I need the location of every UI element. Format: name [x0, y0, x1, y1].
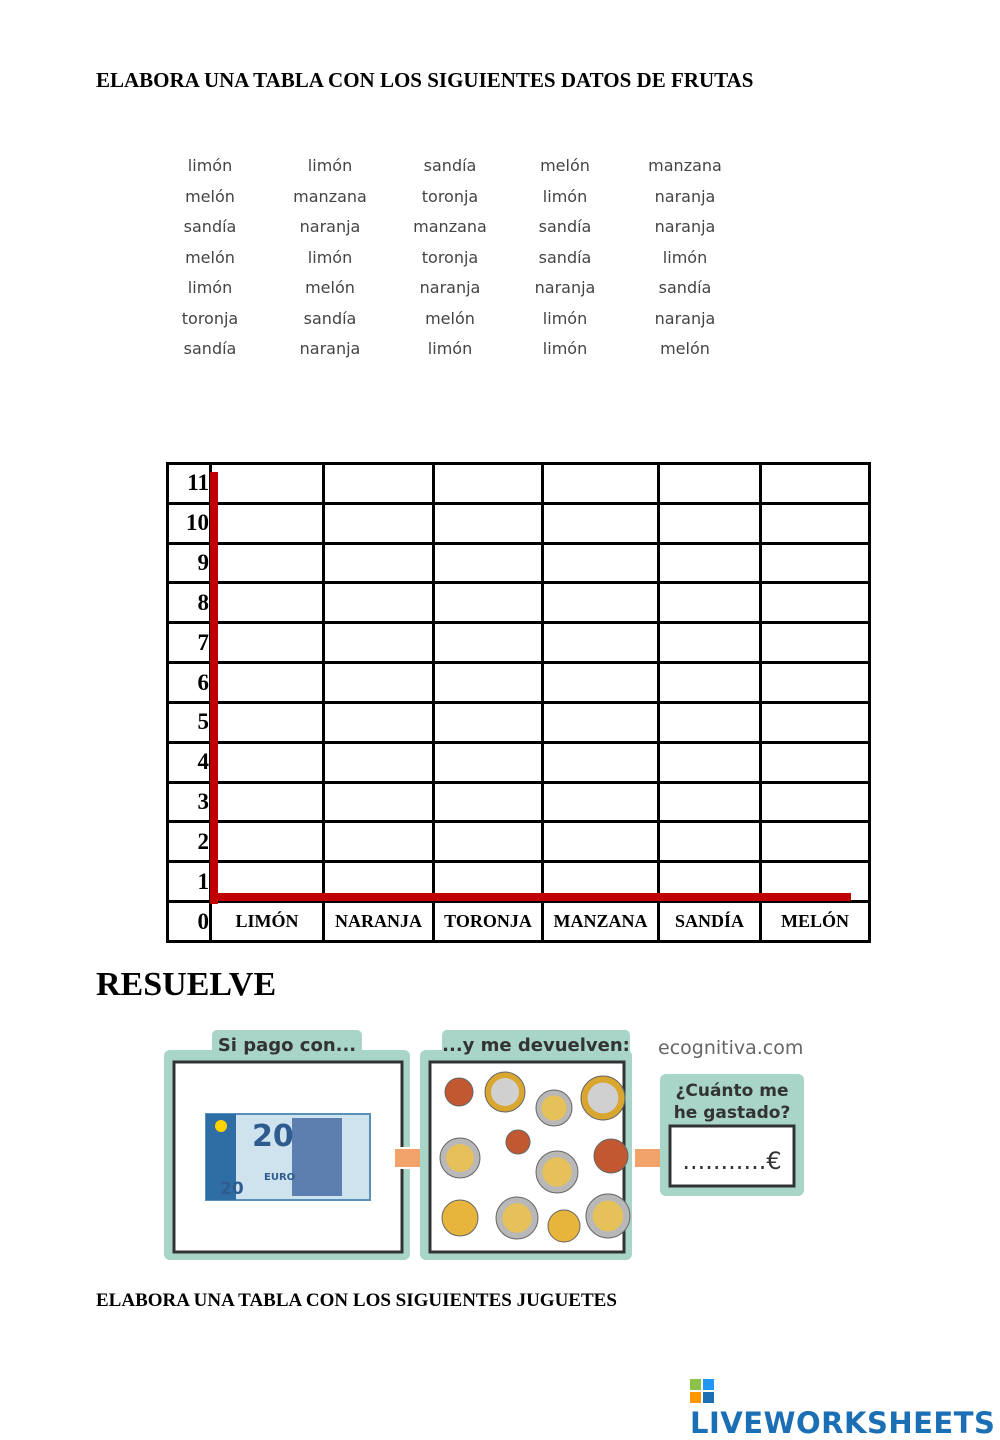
grid-cell[interactable] [543, 623, 659, 663]
grid-cell[interactable] [543, 742, 659, 782]
grid-cell[interactable] [761, 464, 870, 504]
x-axis-label: SANDÍA [659, 902, 761, 942]
fruit-word: naranja [299, 217, 361, 236]
fruit-word: toronja [421, 247, 479, 267]
grid-cell[interactable] [659, 822, 761, 862]
grid-cell[interactable] [434, 583, 543, 623]
change-label: ...y me devuelven: [442, 1035, 630, 1056]
coin-icon [586, 1194, 630, 1238]
grid-row [168, 464, 870, 504]
heading-fruits: ELABORA UNA TABLA CON LOS SIGUIENTES DATOS DE FRUTAS [96, 68, 754, 92]
grid-cell[interactable] [761, 702, 870, 742]
grid-cell[interactable] [543, 464, 659, 504]
grid-cell[interactable] [434, 543, 543, 583]
grid-cell[interactable] [324, 543, 434, 583]
fruit-word: melón [305, 278, 355, 297]
y-axis-label: 11 [168, 464, 211, 504]
grid-cell[interactable] [434, 742, 543, 782]
grid-cell[interactable] [211, 822, 324, 862]
fruit-word: limón [307, 156, 353, 175]
grid-cell[interactable] [659, 702, 761, 742]
fruit-word: sandía [538, 217, 592, 236]
grid-cell[interactable] [659, 543, 761, 583]
grid-cell[interactable] [211, 702, 324, 742]
fruit-word: manzana [293, 186, 367, 206]
graph-table [166, 462, 871, 943]
grid-row [168, 663, 870, 703]
grid-cell[interactable] [211, 742, 324, 782]
grid-cell[interactable] [543, 782, 659, 822]
x-axis-label: LIMÓN [211, 902, 324, 942]
fruit-word: naranja [299, 339, 361, 358]
grid-cell[interactable] [211, 503, 324, 543]
svg-text:20: 20 [220, 1179, 244, 1199]
fruit-word: melón [185, 247, 235, 267]
coin-icon [440, 1138, 480, 1178]
fruit-word: limón [662, 247, 708, 267]
y-axis-line [210, 472, 218, 904]
fruit-word: sandía [658, 278, 712, 297]
grid-cell[interactable] [211, 583, 324, 623]
svg-text:EURO: EURO [264, 1172, 296, 1183]
logo-icon [690, 1379, 714, 1403]
coin-icon [581, 1076, 625, 1120]
grid-cell[interactable] [543, 503, 659, 543]
fruit-word: manzana [413, 217, 487, 236]
coin-icon [496, 1197, 538, 1239]
fruit-word: toronja [181, 308, 239, 328]
grid-cell[interactable] [324, 702, 434, 742]
x-axis-line [210, 893, 851, 901]
fruit-word: sandía [183, 217, 237, 236]
grid-cell[interactable] [761, 782, 870, 822]
y-axis-label: 4 [168, 742, 211, 782]
fruit-word: naranja [654, 308, 716, 328]
banknote-20-euro [206, 1114, 370, 1200]
fruit-word: limón [307, 247, 353, 267]
y-axis-label: 1 [168, 862, 211, 902]
y-axis-label: 10 [168, 503, 211, 543]
grid-cell[interactable] [543, 543, 659, 583]
pay-label: Si pago con... [217, 1035, 357, 1056]
grid-cell[interactable] [659, 782, 761, 822]
coin-icon [594, 1139, 628, 1173]
fruit-word: sandía [423, 156, 477, 175]
question-line1: ¿Cuánto me [675, 1081, 789, 1101]
grid-cell[interactable] [211, 464, 324, 504]
y-axis-label: 2 [168, 822, 211, 862]
fruit-word: naranja [654, 217, 716, 236]
grid-row [168, 583, 870, 623]
y-axis-label: 5 [168, 702, 211, 742]
logo-text: LIVEWORKSHEETS [690, 1406, 996, 1440]
y-axis-label: 7 [168, 623, 211, 663]
grid-cell[interactable] [434, 702, 543, 742]
fruit-word: sandía [538, 247, 592, 267]
grid-cell[interactable] [659, 663, 761, 703]
grid-cell[interactable] [324, 503, 434, 543]
grid-cell[interactable] [543, 822, 659, 862]
fruit-word: melón [660, 339, 710, 358]
grid-row [168, 782, 870, 822]
fruit-word: sandía [183, 339, 237, 358]
y-axis-label: 3 [168, 782, 211, 822]
heading-toys: ELABORA UNA TABLA CON LOS SIGUIENTES JUGUETES [96, 1290, 617, 1311]
source-text: ecognitiva.com [658, 1037, 804, 1059]
grid-cell[interactable] [324, 583, 434, 623]
grid-cell[interactable] [434, 623, 543, 663]
svg-text:20: 20 [252, 1119, 294, 1154]
grid-cell[interactable] [434, 503, 543, 543]
fruit-word: naranja [419, 278, 481, 297]
fruit-word: limón [427, 339, 473, 358]
grid-cell[interactable] [659, 464, 761, 504]
resuelve-heading: RESUELVE [96, 966, 277, 1003]
grid-cell[interactable] [434, 663, 543, 703]
fruit-word: naranja [654, 186, 716, 206]
question-line2: he gastado? [673, 1103, 791, 1123]
grid-row [168, 822, 870, 862]
grid-row [168, 702, 870, 742]
y-axis-label: 6 [168, 663, 211, 703]
grid-cell[interactable] [211, 782, 324, 822]
answer-blank: ...........€ [682, 1147, 782, 1175]
grid-cell[interactable] [659, 742, 761, 782]
coin-icon [442, 1200, 478, 1236]
coin-icon [548, 1210, 580, 1242]
fruit-word: limón [542, 186, 588, 206]
coin-icon [485, 1072, 525, 1112]
fruit-word: toronja [421, 186, 479, 206]
grid-cell[interactable] [761, 742, 870, 782]
fruit-word: melón [425, 308, 475, 328]
grid-row [168, 543, 870, 583]
x-axis-label: NARANJA [324, 902, 434, 942]
grid-cell[interactable] [761, 543, 870, 583]
money-problem-illustration [162, 1030, 812, 1262]
x-axis-label: MANZANA [543, 902, 659, 942]
fruit-word: limón [187, 156, 233, 175]
fruit-word: melón [185, 186, 235, 206]
graph-grid [166, 462, 859, 943]
grid-cell[interactable] [211, 623, 324, 663]
coin-icon [445, 1078, 473, 1106]
grid-row [168, 623, 870, 663]
grid-cell[interactable] [324, 782, 434, 822]
grid-cell[interactable] [211, 543, 324, 583]
grid-cell[interactable] [761, 583, 870, 623]
grid-cell[interactable] [659, 503, 761, 543]
grid-cell[interactable] [324, 742, 434, 782]
fruit-word: limón [542, 308, 588, 328]
y-axis-label: 0 [168, 902, 211, 942]
liveworksheets-logo [690, 1372, 1000, 1440]
fruit-word: naranja [534, 278, 596, 297]
fruit-word: limón [187, 278, 233, 297]
grid-row [168, 902, 870, 942]
grid-cell[interactable] [761, 663, 870, 703]
grid-cell[interactable] [434, 822, 543, 862]
coin-icon [506, 1130, 530, 1154]
grid-cell[interactable] [761, 623, 870, 663]
fruit-word: manzana [648, 156, 722, 175]
fruit-list [150, 150, 750, 370]
y-axis-label: 8 [168, 583, 211, 623]
grid-row [168, 503, 870, 543]
grid-cell[interactable] [543, 663, 659, 703]
grid-cell[interactable] [324, 663, 434, 703]
grid-cell[interactable] [324, 822, 434, 862]
coin-icon [536, 1151, 578, 1193]
grid-cell[interactable] [324, 464, 434, 504]
fruit-word: limón [542, 339, 588, 358]
grid-cell[interactable] [211, 663, 324, 703]
grid-cell[interactable] [659, 623, 761, 663]
grid-cell[interactable] [543, 702, 659, 742]
grid-cell[interactable] [543, 583, 659, 623]
grid-cell[interactable] [659, 583, 761, 623]
y-axis-label: 9 [168, 543, 211, 583]
fruit-word: melón [540, 156, 590, 175]
coin-icon [536, 1090, 572, 1126]
x-axis-label: TORONJA [434, 902, 543, 942]
grid-cell[interactable] [324, 623, 434, 663]
grid-row [168, 742, 870, 782]
x-axis-label: MELÓN [761, 902, 870, 942]
fruit-word: sandía [303, 308, 357, 328]
grid-cell[interactable] [434, 464, 543, 504]
grid-cell[interactable] [761, 503, 870, 543]
grid-cell[interactable] [761, 822, 870, 862]
grid-cell[interactable] [434, 782, 543, 822]
